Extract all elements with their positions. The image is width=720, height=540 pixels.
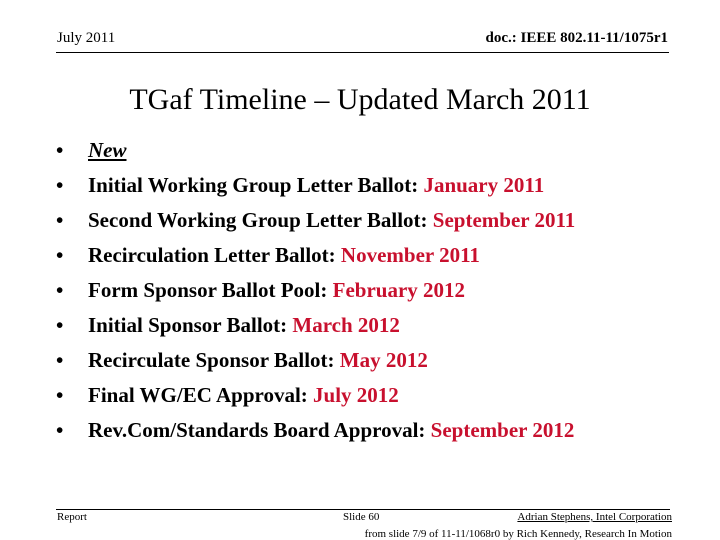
bullet-icon: • <box>56 348 64 372</box>
bullet-icon: • <box>56 173 64 197</box>
item-label: Final WG/EC Approval: <box>88 383 314 407</box>
header-rule <box>56 52 669 53</box>
footer-rule <box>56 509 670 510</box>
new-label: New <box>88 138 127 162</box>
footer-slide-number: Slide 60 <box>343 511 380 523</box>
header-doc-id: doc.: IEEE 802.11-11/1075r1 <box>485 30 668 46</box>
item-text <box>88 378 399 413</box>
item-date: February 2012 <box>332 278 466 302</box>
item-date: November 2011 <box>340 243 480 267</box>
item-label: Initial Sponsor Ballot: <box>88 313 293 337</box>
bullet-icon: • <box>56 278 64 302</box>
item-text <box>88 308 400 343</box>
item-label: Second Working Group Letter Ballot: <box>88 208 433 232</box>
footer-author: Adrian Stephens, Intel Corporation <box>517 511 672 523</box>
item-text <box>88 168 544 203</box>
item-text <box>88 413 574 448</box>
item-date: September 2012 <box>430 418 575 442</box>
item-text <box>88 273 465 308</box>
header-date: July 2011 <box>57 30 116 46</box>
item-text <box>88 343 428 378</box>
item-label: Rev.Com/Standards Board Approval: <box>88 418 431 442</box>
item-label: Recirculation Letter Ballot: <box>88 243 341 267</box>
bullet-icon: • <box>56 383 64 407</box>
bullet-icon: • <box>56 208 64 232</box>
bullet-icon: • <box>56 313 64 337</box>
bullet-icon: • <box>56 138 64 162</box>
bullet-icon: • <box>56 418 64 442</box>
item-date: January 2011 <box>423 173 545 197</box>
item-label: Recirculate Sponsor Ballot: <box>88 348 340 372</box>
item-text <box>88 238 480 273</box>
item-date: July 2012 <box>313 383 399 407</box>
footer-report-label: Report <box>57 511 87 523</box>
item-label: Initial Working Group Letter Ballot: <box>88 173 424 197</box>
item-date: September 2011 <box>432 208 576 232</box>
item-date: March 2012 <box>292 313 400 337</box>
item-text <box>88 133 127 168</box>
slide-title: TGaf Timeline – Updated March 2011 <box>129 83 591 116</box>
bullet-icon: • <box>56 243 64 267</box>
footer-source: from slide 7/9 of 11-11/1068r0 by Rich Kennedy, Research In Motion <box>364 528 672 540</box>
item-date: May 2012 <box>339 348 428 372</box>
item-label: Form Sponsor Ballot Pool: <box>88 278 333 302</box>
item-text <box>88 203 575 238</box>
